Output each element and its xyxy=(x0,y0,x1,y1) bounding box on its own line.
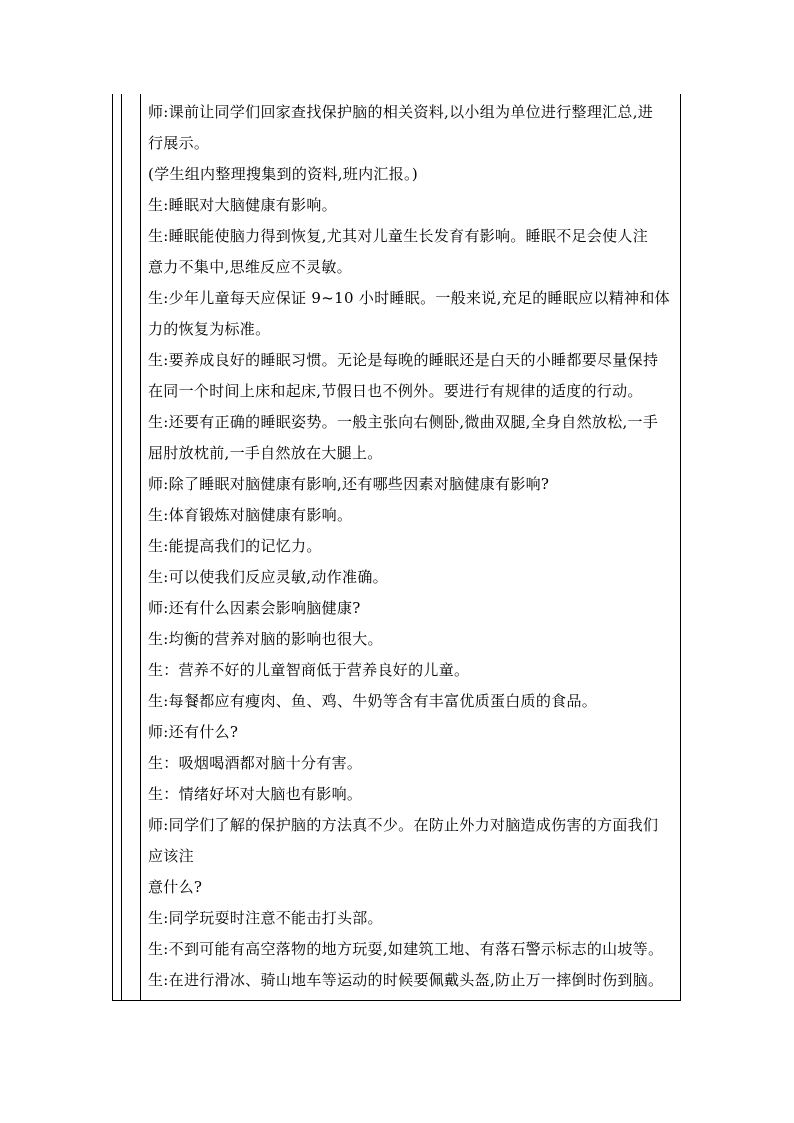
dialogue-line: 生:在进行滑冰、骑山地车等运动的时候要佩戴头盔,防止万一摔倒时伤到脑。 xyxy=(148,971,664,989)
dialogue-line: 生:要养成良好的睡眠习惯。无论是每晚的睡眠还是白天的小睡都要尽量保持 xyxy=(148,351,659,369)
dialogue-line: 生:不到可能有高空落物的地方玩耍,如建筑工地、有落石警示标志的山坡等。 xyxy=(148,940,664,958)
dialogue-line: 力的恢复为标准。 xyxy=(148,320,271,338)
dialogue-line: 师:还有什么? xyxy=(148,723,239,741)
dialogue-line: 意什么? xyxy=(148,878,203,896)
dialogue-line: 行展示。 xyxy=(148,134,210,152)
dialogue-line: 生:每餐都应有瘦肉、鱼、鸡、牛奶等含有丰富优质蛋白质的食品。 xyxy=(148,692,598,710)
dialogue-line: 师:同学们了解的保护脑的方法真不少。在防止外力对脑造成伤害的方面我们 xyxy=(148,816,659,834)
dialogue-line: 屈肘放枕前,一手自然放在大腿上。 xyxy=(148,444,383,462)
dialogue-line: 生:可以使我们反应灵敏,动作准确。 xyxy=(148,568,388,586)
dialogue-line: 生:少年儿童每天应保证 9~10 小时睡眠。一般来说,充足的睡眠应以精神和体 xyxy=(148,289,670,307)
dialogue-line: 师:课前让同学们回家查找保护脑的相关资料,以小组为单位进行整理汇总,进 xyxy=(148,103,654,121)
dialogue-line: 生：情绪好坏对大脑也有影响。 xyxy=(148,785,363,803)
dialogue-line: 生:体育锻炼对脑健康有影响。 xyxy=(148,506,353,524)
dialogue-line: 师:还有什么因素会影响脑健康? xyxy=(148,599,361,617)
dialogue-line: 意力不集中,思维反应不灵敏。 xyxy=(148,258,352,276)
dialogue-line: 应该注 xyxy=(148,847,194,865)
dialogue-line: (学生组内整理搜集到的资料,班内汇报。) xyxy=(148,165,418,183)
dialogue-line: 生:还要有正确的睡眠姿势。一般主张向右侧卧,微曲双腿,全身自然放松,一手 xyxy=(148,413,659,431)
table-column-divider xyxy=(140,94,141,1001)
dialogue-line: 生:能提高我们的记忆力。 xyxy=(148,537,322,555)
dialogue-line: 生:同学玩耍时注意不能击打头部。 xyxy=(148,909,383,927)
dialogue-line: 生:睡眠能使脑力得到恢复,尤其对儿童生长发育有影响。睡眠不足会使人注 xyxy=(148,227,649,245)
dialogue-line: 师:除了睡眠对脑健康有影响,还有哪些因素对脑健康有影响? xyxy=(148,475,550,493)
table-column-divider xyxy=(121,94,122,1001)
dialogue-line: 生：营养不好的儿童智商低于营养良好的儿童。 xyxy=(148,661,470,679)
dialogue-line: 生：吸烟喝酒都对脑十分有害。 xyxy=(148,754,363,772)
dialogue-line: 生:均衡的营养对脑的影响也很大。 xyxy=(148,630,383,648)
lesson-dialogue xyxy=(148,97,676,996)
dialogue-line: 生:睡眠对大脑健康有影响。 xyxy=(148,196,337,214)
dialogue-line: 在同一个时间上床和起床,节假日也不例外。要进行有规律的适度的行动。 xyxy=(148,382,643,400)
